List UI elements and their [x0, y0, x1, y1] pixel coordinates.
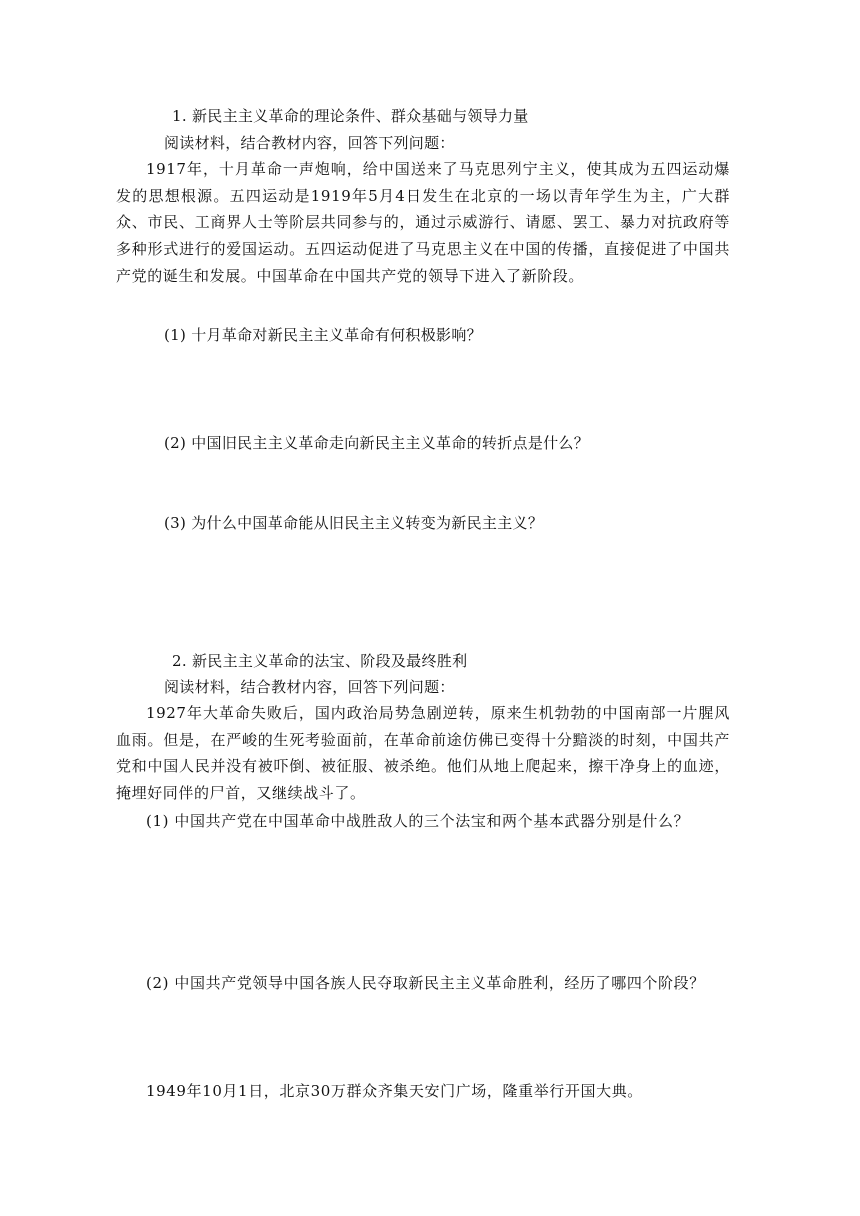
section2-material-2: 1949年10月1日，北京30万群众齐集天安门广场，隆重举行开国大典。	[146, 1082, 643, 1100]
section2-material: 1927年大革命失败后，国内政治局势急剧逆转，原来生机勃勃的中国南部一片腥风血雨。但是，在严峻的生死考验面前，在革命前途仿佛已变得十分黯淡的时刻，中国共产党和中国人民并没有被吓倒、被征服、被杀绝。他们从地上爬起来，擦干净身上的血迹，掩埋好同伴的尸首，又继续战斗了。	[116, 704, 730, 803]
section1-question-1: (1) 十月革命对新民主主义革命有何积极影响？	[164, 326, 482, 344]
section1-heading: 1. 新民主主义革命的理论条件、群众基础与领导力量	[172, 107, 529, 125]
section2-question-2: (2) 中国共产党领导中国各族人民夺取新民主主义革命胜利，经历了哪四个阶段？	[146, 974, 705, 992]
section1-question-2: (2) 中国旧民主主义革命走向新民主主义革命的转折点是什么？	[164, 434, 590, 452]
section1-instruction: 阅读材料，结合教材内容，回答下列问题：	[164, 134, 455, 152]
section2-instruction: 阅读材料，结合教材内容，回答下列问题：	[164, 678, 455, 696]
section1-material: 1917年，十月革命一声炮响，给中国送来了马克思列宁主义，使其成为五四运动爆发的思想根源。五四运动是1919年5月4日发生在北京的一场以青年学生为主，广大群众、市民、工商界人士等阶层共同参与的，通过示威游行、请愿、罢工、暴力对抗政府等多种形式进行的爱国运动。五四运动促进了马克思主义在中国的传播，直接促进了中国共产党的诞生和发展。中国革命在中国共产党的领导下进入了新阶段。	[116, 160, 730, 285]
section2-question-1: (1) 中国共产党在中国革命中战胜敌人的三个法宝和两个基本武器分别是什么？	[146, 812, 690, 830]
section1-question-3: (3) 为什么中国革命能从旧民主主义转变为新民主主义？	[164, 514, 544, 532]
section2-heading: 2. 新民主主义革命的法宝、阶段及最终胜利	[172, 652, 468, 670]
